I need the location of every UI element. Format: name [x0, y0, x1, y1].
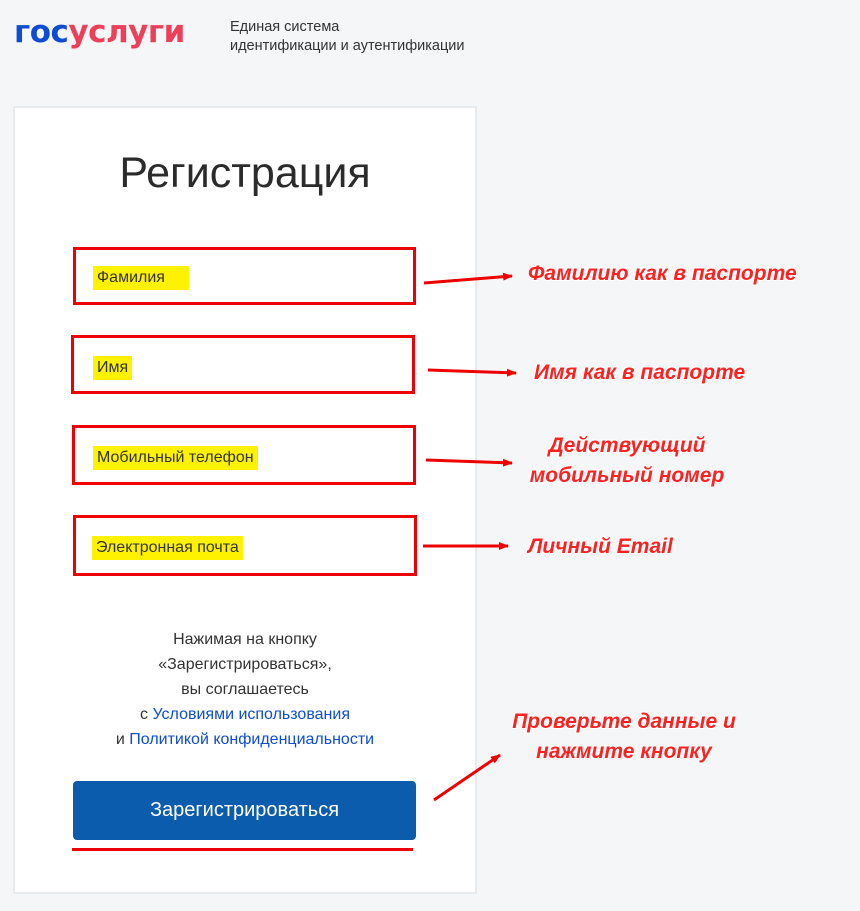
privacy-link[interactable]: Политикой конфиденциальности — [129, 731, 375, 748]
logo-part-gos: гос — [14, 14, 69, 50]
annotation-button-line1: Проверьте данные и — [512, 710, 736, 733]
register-button[interactable]: Зарегистрироваться — [73, 781, 416, 840]
annotation-phone-line2: мобильный номер — [529, 464, 725, 487]
terms-link[interactable]: Условиями использования — [152, 706, 350, 723]
annotation-email: Личный Email — [528, 535, 673, 558]
agreement-line2: «Зарегистрироваться», — [158, 656, 332, 673]
annotation-first-name: Имя как в паспорте — [534, 361, 746, 384]
email-placeholder: Электронная почта — [92, 536, 243, 560]
agreement-line3: вы соглашаетесь — [181, 681, 309, 698]
mobile-phone-placeholder: Мобильный телефон — [93, 446, 258, 470]
first-name-placeholder: Имя — [93, 356, 132, 380]
annotation-button — [488, 707, 760, 767]
annotation-button-line2: нажмите кнопку — [536, 740, 712, 763]
arrow-last-name — [424, 276, 512, 283]
tagline-line2: идентификации и аутентификации — [230, 38, 465, 54]
agreement-line1: Нажимая на кнопку — [173, 631, 317, 648]
annotation-phone-line1: Действующий — [548, 434, 706, 457]
page-title: Регистрация — [119, 149, 371, 197]
arrow-phone — [426, 460, 512, 463]
last-name-placeholder: Фамилия — [93, 266, 189, 290]
annotation-phone — [504, 431, 750, 491]
agreement-line5-prefix: и — [115, 731, 125, 748]
agreement-line4-prefix: с — [140, 706, 148, 723]
arrow-first-name — [428, 370, 516, 373]
tagline-line1: Единая система — [230, 19, 340, 35]
annotation-last-name: Фамилию как в паспорте — [528, 262, 797, 285]
logo-part-uslugi: услуги — [68, 14, 185, 50]
